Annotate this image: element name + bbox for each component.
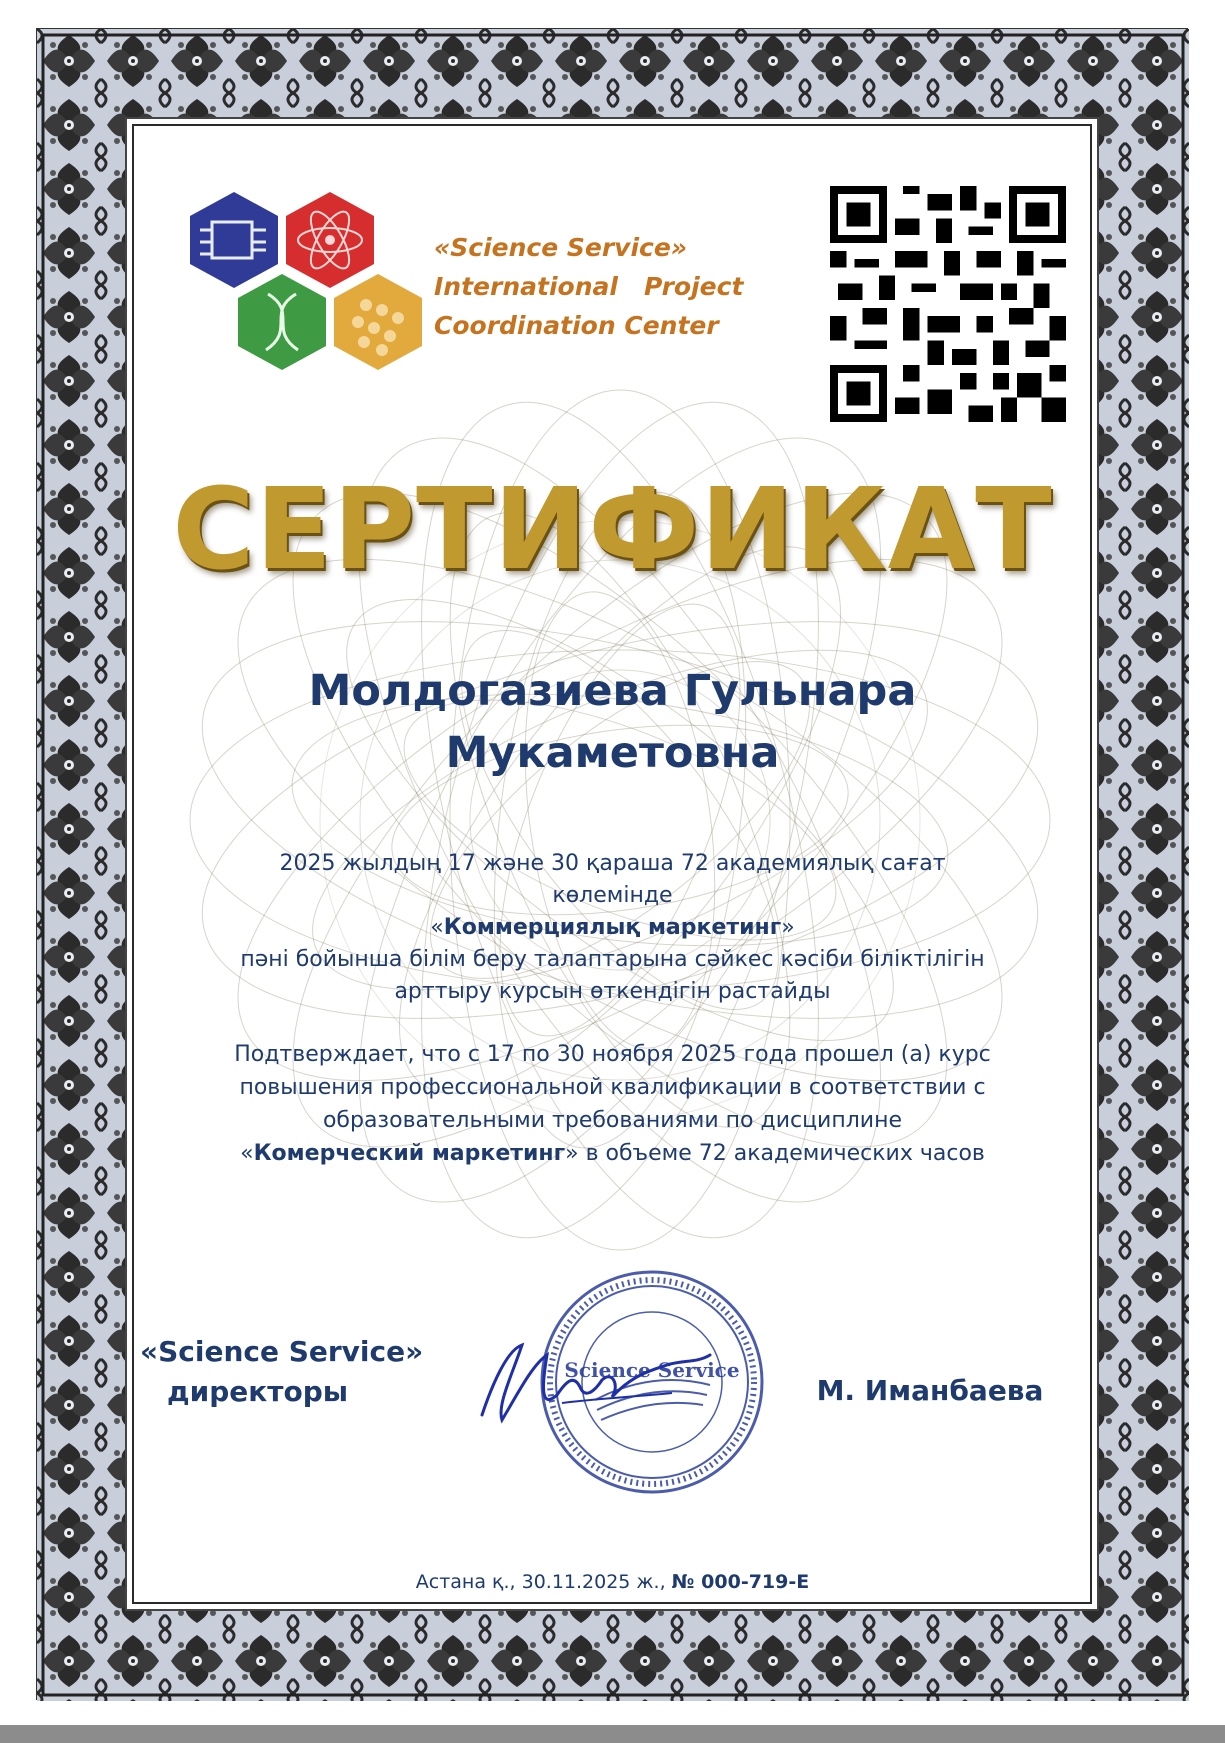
qr-code-icon [830,186,1066,422]
signatory-name: М. Иманбаева [816,1374,1044,1407]
number-label: № [671,1571,702,1593]
russian-paragraph [160,1038,1065,1170]
org-line-2: International Project [434,272,744,301]
kazakh-paragraph [160,848,1065,1008]
place-date: Астана қ., 30.11.2025 ж., [415,1571,672,1593]
signatory-org: «Science Service» [140,1335,424,1368]
handwritten-signature-icon [462,1325,722,1435]
signatory-title [140,1332,460,1412]
kz-course-line [160,912,1065,944]
hexagon-science-logo-icon [186,190,426,410]
recipient-name-line-1: Молдогазиева Гульнара [308,666,917,716]
org-line-3: Coordination Center [434,311,719,340]
org-name-line: «Science Service» [434,233,688,262]
ru-quote-close: » [565,1141,579,1166]
signatory-role: директоры [167,1375,349,1408]
ru-line-2: повышения профессиональной квалификации в соответствии с [239,1075,986,1100]
certificate-title: СЕРТИФИКАТ [172,465,1053,595]
certificate-number: 000-719-Е [701,1571,810,1593]
ru-course-name: Комерческий маркетинг [253,1141,566,1166]
ru-quote-open: « [240,1141,254,1166]
kz-quote-open: « [430,915,444,940]
stamp-label: Science Service [564,1358,740,1382]
bottom-strip [0,1725,1225,1743]
kz-line-2: көлемінде [552,883,673,908]
ru-line-3: образовательными требованиями по дисциплине [322,1108,903,1133]
kz-line-1: 2025 жылдың 17 және 30 қараша 72 академиялық сағат [279,851,946,876]
ru-line-1: Подтверждает, что с 17 по 30 ноября 2025 года прошел (а) курс [234,1042,991,1067]
kz-line-4: пәні бойынша білім беру талаптарына сәйкес кәсіби біліктілігін [240,947,985,972]
certificate-footer [300,1569,925,1595]
kz-quote-close: » [781,915,795,940]
organization-name [434,228,754,345]
recipient-name [160,660,1065,784]
kz-line-5: арттыру курсын өткендігін растайды [394,979,831,1004]
ru-line-4-tail: в объеме 72 академических часов [578,1141,985,1166]
ru-course-line [160,1137,1065,1170]
kz-course-name: Коммерциялық маркетинг [443,915,782,940]
recipient-name-line-2: Мукаметовна [445,728,780,778]
